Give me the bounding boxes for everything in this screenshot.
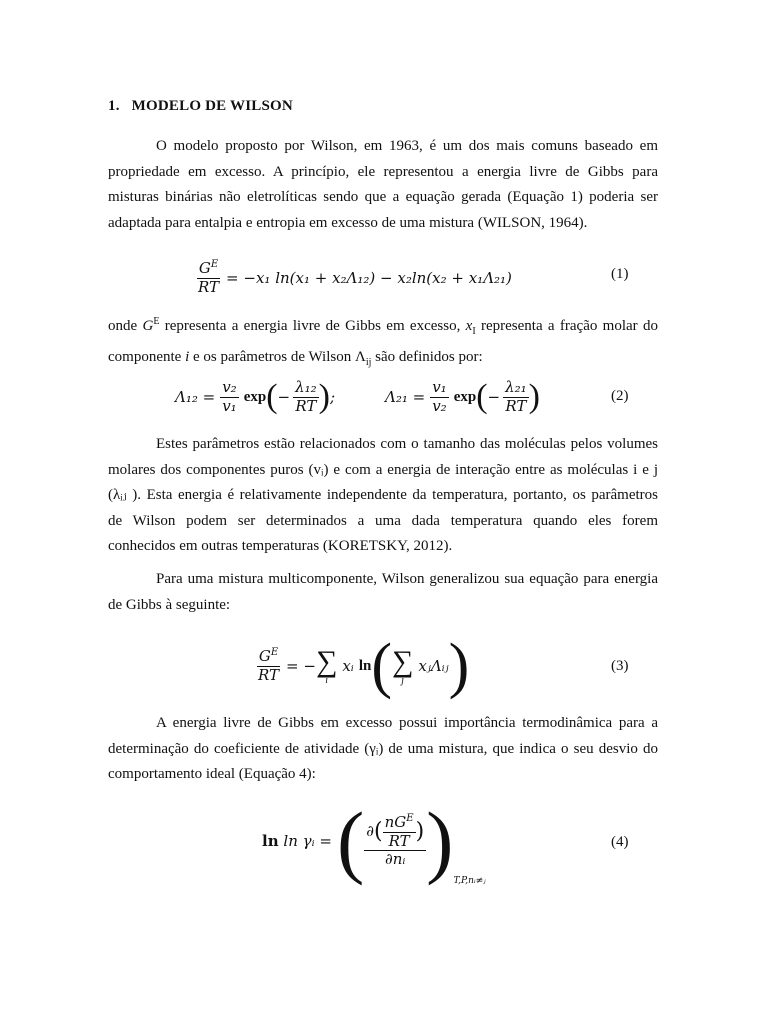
eq4-sup-e: E bbox=[406, 812, 414, 824]
eq3-g: G bbox=[258, 647, 271, 666]
eq2-lnum: λ₁₂ bbox=[295, 377, 317, 396]
fraction-ge-rt bbox=[196, 260, 221, 296]
fraction-lambda-rt bbox=[293, 377, 319, 415]
eq4-partial: ∂ bbox=[366, 821, 375, 840]
symbol-g: G bbox=[142, 318, 154, 334]
eq3-xi: xᵢ bbox=[342, 657, 354, 675]
eq2-vden: v₂ bbox=[432, 396, 447, 415]
eq1-sup-e: E bbox=[210, 259, 219, 271]
text-line: determinação do coeficiente de atividade (γᵢ) de uma mistura, que indica o seu desvio do bbox=[108, 740, 658, 757]
equation-4 bbox=[262, 795, 486, 886]
eq4-rt: RT bbox=[388, 831, 410, 850]
eq2-vden: v₁ bbox=[222, 396, 237, 415]
summation-i: ∑ i bbox=[315, 644, 338, 686]
fraction-partial: ∂ ( $\frac{nG^E}{RT}$ ) ∂nᵢ bbox=[366, 812, 425, 869]
eq2-semicolon: ; bbox=[329, 388, 336, 406]
symbol-x: x bbox=[465, 318, 473, 334]
text-span: onde bbox=[108, 318, 143, 334]
equation-2-right: Λ₂₁ = $\frac{\text{v₁}}{\text{v₂}}$ exp ( − $\frac{\text{λ₂₁}}{RT}$ ) bbox=[385, 377, 540, 415]
section-heading bbox=[108, 98, 293, 115]
fraction-v2-v1 bbox=[220, 377, 239, 415]
text-span: representa a fração molar do bbox=[475, 318, 658, 334]
eq3-inner: xⱼΛᵢⱼ bbox=[418, 657, 449, 675]
equation-2-left: Λ₁₂ = $\frac{\text{v₂}}{\text{v₁}}$ exp ( − $\frac{\text{λ₁₂}}{RT}$ ) ; bbox=[175, 377, 336, 415]
eq3-sup-e: E bbox=[270, 647, 279, 659]
summation-j: ∑ j bbox=[392, 644, 414, 686]
text-span: e os parâmetros de Wilson Λ bbox=[189, 348, 366, 365]
text-line: A energia livre de Gibbs em excesso possui importância termodinâmica para a bbox=[156, 715, 658, 731]
paragraph-intro bbox=[108, 134, 658, 236]
eq2-exp: exp bbox=[243, 388, 267, 405]
section-number: 1. bbox=[108, 98, 120, 114]
text-span: componente bbox=[108, 348, 186, 365]
eq2-exp: exp bbox=[453, 388, 477, 405]
text-line: de Gibbs à seguinte: bbox=[108, 596, 231, 613]
eq2-lhs-21: Λ₂₁ = bbox=[385, 388, 426, 406]
eq2-lnum: λ₂₁ bbox=[505, 377, 527, 396]
text-line: (λᵢⱼ ). Esta energia é relativamente independente da temperatura, portanto, os parâmetros bbox=[108, 487, 658, 503]
paren-close: ) bbox=[426, 795, 454, 886]
equation-number-4: (4) bbox=[611, 834, 629, 850]
text-span: são definidos por: bbox=[371, 348, 483, 365]
eq4-gamma: ln γᵢ = bbox=[283, 832, 332, 850]
equation-3 bbox=[256, 632, 470, 700]
sum-index-j: j bbox=[401, 674, 405, 686]
fraction-v1-v2 bbox=[430, 377, 449, 415]
eq3-ln: ln bbox=[358, 657, 372, 674]
eq2-vnum: v₂ bbox=[222, 377, 237, 396]
paragraph-activity bbox=[108, 711, 658, 788]
text-line: comportamento ideal (Equação 4): bbox=[108, 766, 316, 782]
eq4-ng: nG bbox=[384, 812, 407, 831]
section-title: MODELO DE WILSON bbox=[131, 98, 293, 114]
paren-open: ( bbox=[371, 632, 392, 700]
eq2-lden: RT bbox=[505, 396, 527, 415]
eq3-rt: RT bbox=[258, 666, 280, 684]
text-line: Estes parâmetros estão relacionados com o tamanho das moléculas pelos volumes bbox=[156, 436, 658, 452]
text-line: O modelo proposto por Wilson, em 1963, é um dos mais comuns baseado em bbox=[156, 138, 658, 154]
paren-open: ( bbox=[336, 795, 365, 886]
text-line: misturas binárias não eletrolíticas sendo que a equação gerada (Equação 1) poderia ser bbox=[108, 189, 658, 205]
equation-number-3: (3) bbox=[611, 658, 629, 674]
paren-close: ) bbox=[318, 378, 330, 415]
fraction-ge-rt bbox=[256, 648, 281, 684]
text-line bbox=[108, 309, 658, 345]
text-line bbox=[108, 345, 658, 376]
paren-open: ( bbox=[266, 378, 278, 415]
sum-index-i: i bbox=[325, 674, 329, 686]
symbol-sub-ij: ij bbox=[365, 356, 372, 368]
text-line: propriedade em excesso. A princípio, ele representou a energia livre de Gibbs para bbox=[108, 163, 658, 180]
paragraph-parameters bbox=[108, 432, 658, 560]
paragraph-definitions bbox=[108, 309, 658, 375]
eq2-lden: RT bbox=[295, 396, 317, 415]
fraction-nge-rt bbox=[383, 814, 416, 850]
eq1-g: G bbox=[198, 259, 211, 278]
text-line: conhecidos em outras temperaturas (KORETSKY, 2012). bbox=[108, 538, 453, 554]
text-line: molares dos componentes puros (vᵢ) e com a energia de interação entre as moléculas i e j bbox=[108, 461, 658, 478]
symbol-sub: I bbox=[472, 326, 476, 337]
eq4-dn: ∂nᵢ bbox=[384, 850, 406, 869]
eq2-vnum: v₁ bbox=[432, 377, 447, 396]
paren-open: ( bbox=[476, 378, 488, 415]
eq3-equals-minus: = − bbox=[286, 657, 316, 675]
paren-close: ) bbox=[528, 378, 540, 415]
eq1-rt: RT bbox=[198, 278, 220, 296]
fraction-lambda-rt bbox=[503, 377, 529, 415]
equation-1 bbox=[196, 256, 512, 300]
symbol-i: i bbox=[185, 348, 190, 365]
equation-number-1: (1) bbox=[611, 266, 629, 282]
eq4-lhs: ln ln γᵢ = bbox=[262, 832, 332, 850]
eq4-subscript: T,P,nᵢ≠ⱼ bbox=[453, 876, 486, 886]
text-line: adaptada para entalpia e entropia em excesso de uma mistura (WILSON, 1964). bbox=[108, 214, 588, 231]
paren-close: ) bbox=[448, 632, 470, 700]
equation-number-2: (2) bbox=[611, 388, 629, 404]
text-line: Para uma mistura multicomponente, Wilson generalizou sua equação para energia bbox=[156, 571, 658, 587]
symbol-sup-e: E bbox=[153, 316, 160, 327]
paragraph-multicomponent bbox=[108, 567, 658, 618]
text-line: de Wilson podem ser determinados a uma dada temperatura quando eles forem bbox=[108, 512, 658, 529]
eq2-lhs-12: Λ₁₂ = bbox=[175, 388, 216, 406]
text-span: representa a energia livre de Gibbs em excesso, bbox=[159, 318, 466, 334]
eq1-rhs: = −x₁ ln(x₁ + x₂Λ₁₂) − x₂ln(x₂ + x₁Λ₂₁) bbox=[226, 269, 512, 287]
